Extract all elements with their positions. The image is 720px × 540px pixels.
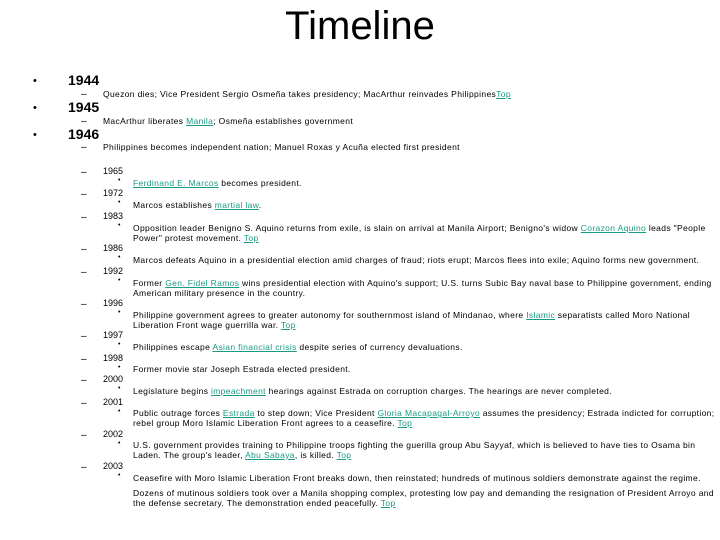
year-1944: 1944 xyxy=(68,72,100,88)
year-1996: 1996 xyxy=(103,298,124,308)
bullet-marker: • xyxy=(118,408,121,415)
marcos-link[interactable]: Ferdinand E. Marcos xyxy=(133,178,219,188)
entry-2002-post: , is killed. xyxy=(294,450,337,460)
entry-1996-text xyxy=(133,310,720,330)
entry-1986-text: Marcos defeats Aquino in a presidential election amid charges of fraud; riots erupt; Marcos flees into exile; Aquino forms new government. xyxy=(133,255,700,265)
entry-1965-post: becomes president. xyxy=(218,178,302,188)
year-1945: 1945 xyxy=(68,99,100,115)
entry-1944-desc: Quezon dies; Vice President Sergio Osmeña takes presidency; MacArthur reinvades Philippines xyxy=(103,89,497,99)
year-2000: 2000 xyxy=(103,374,124,384)
entry-1972-text xyxy=(133,200,262,210)
top-link[interactable]: Top xyxy=(243,233,259,243)
top-link[interactable]: Top xyxy=(280,320,296,330)
entry-1997-post: despite series of currency devaluations. xyxy=(296,342,463,352)
entry-2000-post: hearings against Estrada on corruption charges. The hearings are never completed. xyxy=(265,386,612,396)
year-1992: 1992 xyxy=(103,266,124,276)
islamic-link[interactable]: Islamic xyxy=(526,310,556,320)
dash-marker: – xyxy=(81,267,87,278)
bullet-marker: • xyxy=(118,277,121,284)
dash-marker: – xyxy=(81,212,87,223)
bullet-marker: • xyxy=(118,177,121,184)
year-1997: 1997 xyxy=(103,330,124,340)
entry-1983-pre: Opposition leader Benigno S. Aquino returns from exile, is slain on arrival at Manila Airport; Benigno's widow xyxy=(133,223,581,233)
bullet-marker: • xyxy=(118,472,121,479)
entry-1992-post: wins presidential election with Aquino's support; U.S. turns Subic Bay naval base to Philippine government, ending American military presence in the country. xyxy=(133,278,712,298)
impeachment-link[interactable]: impeachment xyxy=(211,386,266,396)
corazon-aquino-link[interactable]: Corazon Aquino xyxy=(580,223,647,233)
dash-marker: – xyxy=(81,462,87,473)
dash-marker: – xyxy=(81,142,87,153)
entry-1997-text xyxy=(133,342,463,352)
entry-1944-text xyxy=(103,89,511,99)
entry-1945-text xyxy=(103,116,353,126)
abu-sabaya-link[interactable]: Abu Sabaya xyxy=(245,450,295,460)
top-link[interactable]: Top xyxy=(380,498,396,508)
bullet-marker: • xyxy=(118,222,121,229)
entry-2002-text xyxy=(133,440,720,460)
entry-2003-extra-text: Dozens of mutinous soldiers took over a Manila shopping complex, protesting low pay and demanding the resignation of President Arroyo and the defense secretary. The demonstration ended peacefully. xyxy=(133,488,714,508)
gloria-arroyo-link[interactable]: Gloria Macapagal-Arroyo xyxy=(377,408,481,418)
bullet-marker: • xyxy=(33,129,37,141)
year-2002: 2002 xyxy=(103,429,124,439)
martial-law-link[interactable]: martial law xyxy=(214,200,259,210)
dash-marker: – xyxy=(81,89,87,100)
top-link[interactable]: Top xyxy=(336,450,352,460)
entry-2001-mid: to step down; Vice President xyxy=(254,408,378,418)
entry-1996-pre: Philippine government agrees to greater autonomy for southernmost island of Mindanao, where xyxy=(133,310,527,320)
fidel-ramos-link[interactable]: Gen. Fidel Ramos xyxy=(165,278,240,288)
manila-link[interactable]: Manila xyxy=(186,116,214,126)
entry-2003-text: Ceasefire with Moro Islamic Liberation Front breaks down, then reinstated; hundreds of mutinous soldiers demonstrate against the regime. xyxy=(133,473,701,483)
dash-marker: – xyxy=(81,375,87,386)
dash-marker: – xyxy=(81,299,87,310)
entry-1992-pre: Former xyxy=(133,278,166,288)
dash-marker: – xyxy=(81,430,87,441)
entry-2003-extra xyxy=(133,488,720,508)
year-1972: 1972 xyxy=(103,188,124,198)
entry-2000-text xyxy=(133,386,612,396)
entry-1972-pre: Marcos establishes xyxy=(133,200,215,210)
entry-1945-pre: MacArthur liberates xyxy=(103,116,187,126)
bullet-marker: • xyxy=(118,440,121,447)
entry-1983-post: leads "People Power" protest movement. xyxy=(133,223,706,243)
entry-1997-pre: Philippines escape xyxy=(133,342,213,352)
bullet-marker: • xyxy=(33,102,37,114)
year-1998: 1998 xyxy=(103,353,124,363)
entry-2002-pre: U.S. government provides training to Philippine troops fighting the guerilla group Abu Sayyaf, which is believed to have ties to Osama bin Laden. The group's leader, xyxy=(133,440,696,460)
top-link[interactable]: Top xyxy=(496,89,511,99)
entry-1998-text: Former movie star Joseph Estrada elected president. xyxy=(133,364,351,374)
entry-1945-post: ; Osmeña establishes government xyxy=(213,116,354,126)
bullet-marker: • xyxy=(33,75,37,87)
entry-1965-text xyxy=(133,178,302,188)
asian-financial-crisis-link[interactable]: Asian financial crisis xyxy=(212,342,297,352)
dash-marker: – xyxy=(81,398,87,409)
slide-title: Timeline xyxy=(285,4,435,48)
year-1965: 1965 xyxy=(103,166,124,176)
dash-marker: – xyxy=(81,244,87,255)
bullet-marker: • xyxy=(118,364,121,371)
bullet-marker: • xyxy=(118,199,121,206)
entry-2001-text xyxy=(133,408,720,428)
dash-marker: – xyxy=(81,167,87,178)
bullet-marker: • xyxy=(118,309,121,316)
bullet-marker: • xyxy=(118,341,121,348)
year-2003: 2003 xyxy=(103,461,124,471)
entry-1946-text: Philippines becomes independent nation; Manuel Roxas y Acuña elected first president xyxy=(103,142,460,152)
entry-1996-post: separatists called Moro National Liberation Front wage guerrilla war. xyxy=(133,310,690,330)
entry-1992-text xyxy=(133,278,720,298)
entry-2001-pre: Public outrage forces xyxy=(133,408,223,418)
dash-marker: – xyxy=(81,354,87,365)
dash-marker: – xyxy=(81,189,87,200)
bullet-marker: • xyxy=(118,385,121,392)
estrada-link[interactable]: Estrada xyxy=(222,408,255,418)
entry-1983-text xyxy=(133,223,720,243)
entry-2001-post: assumes the presidency; Estrada indicted for corruption; rebel group Moro Islamic Liberation Front agrees to a ceasefire. xyxy=(133,408,715,428)
top-link[interactable]: Top xyxy=(397,418,413,428)
year-2001: 2001 xyxy=(103,397,124,407)
dash-marker: – xyxy=(81,116,87,127)
entry-2000-pre: Legislature begins xyxy=(133,386,212,396)
year-1986: 1986 xyxy=(103,243,124,253)
entry-1972-post: . xyxy=(258,200,262,210)
dash-marker: – xyxy=(81,331,87,342)
year-1983: 1983 xyxy=(103,211,124,221)
bullet-marker: • xyxy=(118,254,121,261)
year-1946: 1946 xyxy=(68,126,100,142)
